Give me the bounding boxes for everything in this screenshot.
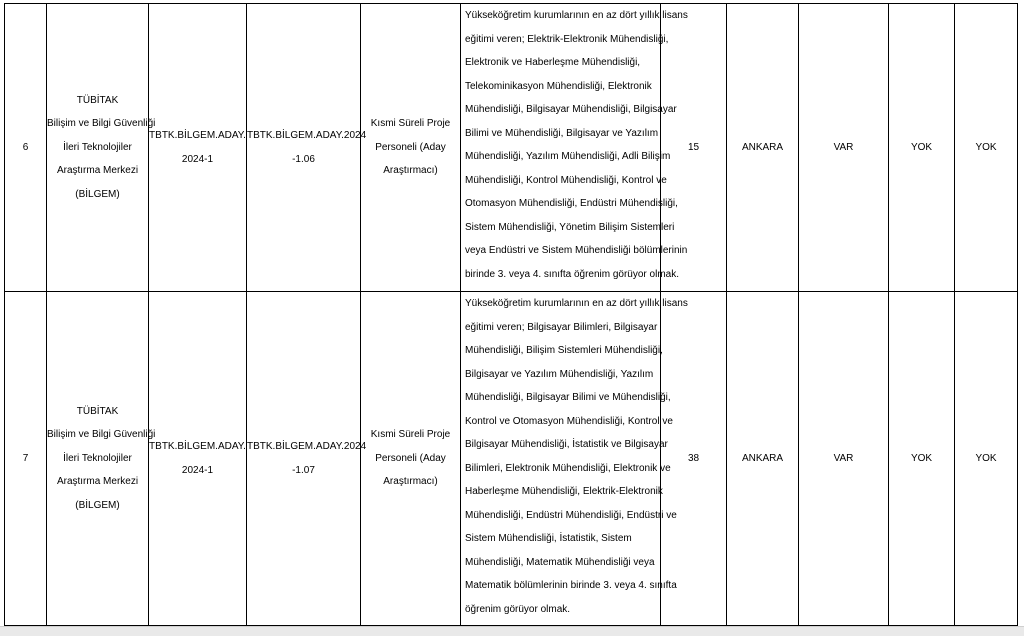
status-a: VAR — [799, 292, 889, 626]
requirements: Yükseköğretim kurumlarının en az dört yıllık lisans eğitimi veren; Bilgisayar Bilimleri, Bilgisayar Mühendisliği, Bilişim Sistemleri Mühendisliği, Bilgisayar ve Yazılım Mühendisliği, Yazılım Mühendisliği, Bilgisayar Bilimi ve Mühendisliği, Kontrol ve Otomasyon Mühendisliği, Kontrol ve Bilgisayar Mühendisliği, İstatistik ve Bilgisayar Bilimleri, Elektronik Mühendisliği, Elektronik ve Haberleşme Mühendisliği, Elektrik-Elektronik Mühendisliği, Endüstri Mühendisliği, Endüstri ve Sistem Mühendisliği, İstatistik, Sistem Mühendisliği, Matematik Mühendisliği veya Matematik bölümlerinin birinde 3. veya 4. sınıfta öğrenim görüyor olmak. — [461, 292, 661, 626]
requirements: Yükseköğretim kurumlarının en az dört yıllık lisans eğitimi veren; Elektrik-Elektronik Mühendisliği, Elektronik ve Haberleşme Mühendisliği, Telekominikasyon Mühendisliği, Elektronik Mühendisliği, Bilgisayar Mühendisliği, Bilgisayar Bilimi ve Mühendisliği, Bilgisayar ve Yazılım Mühendisliği, Yazılım Mühendisliği, Adli Bilişim Mühendisliği, Kontrol Mühendisliği, Kontrol ve Otomasyon Mühendisliği, Endüstri Mühendisliği, Sistem Mühendisliği, Yönetim Bilişim Sistemleri veya Endüstri ve Sistem Mühendisliği bölümlerinin birinde 3. veya 4. sınıfta öğrenim görüyor olmak. — [461, 4, 661, 292]
status-c: YOK — [955, 4, 1018, 292]
city: ANKARA — [727, 292, 799, 626]
status-b: YOK — [889, 4, 955, 292]
position-code: TBTK.BİLGEM.ADAY.2024 -1.07 — [247, 292, 361, 626]
announcement-code: TBTK.BİLGEM.ADAY. 2024-1 — [149, 4, 247, 292]
positions-table — [4, 3, 1018, 626]
status-b: YOK — [889, 292, 955, 626]
position-count: 15 — [661, 4, 727, 292]
row-number: 7 — [5, 292, 47, 626]
table-row — [5, 4, 1018, 292]
position-title: Kısmi Süreli Proje Personeli (Aday Araştırmacı) — [361, 4, 461, 292]
announcement-code: TBTK.BİLGEM.ADAY. 2024-1 — [149, 292, 247, 626]
unit-name: TÜBİTAK Bilişim ve Bilgi Güvenliği İleri Teknolojiler Araştırma Merkezi (BİLGEM) — [47, 292, 149, 626]
row-number: 6 — [5, 4, 47, 292]
position-count: 38 — [661, 292, 727, 626]
table-row — [5, 292, 1018, 626]
status-c: YOK — [955, 292, 1018, 626]
position-code: TBTK.BİLGEM.ADAY.2024 -1.06 — [247, 4, 361, 292]
unit-name: TÜBİTAK Bilişim ve Bilgi Güvenliği İleri Teknolojiler Araştırma Merkezi (BİLGEM) — [47, 4, 149, 292]
city: ANKARA — [727, 4, 799, 292]
position-title: Kısmi Süreli Proje Personeli (Aday Araştırmacı) — [361, 292, 461, 626]
status-a: VAR — [799, 4, 889, 292]
